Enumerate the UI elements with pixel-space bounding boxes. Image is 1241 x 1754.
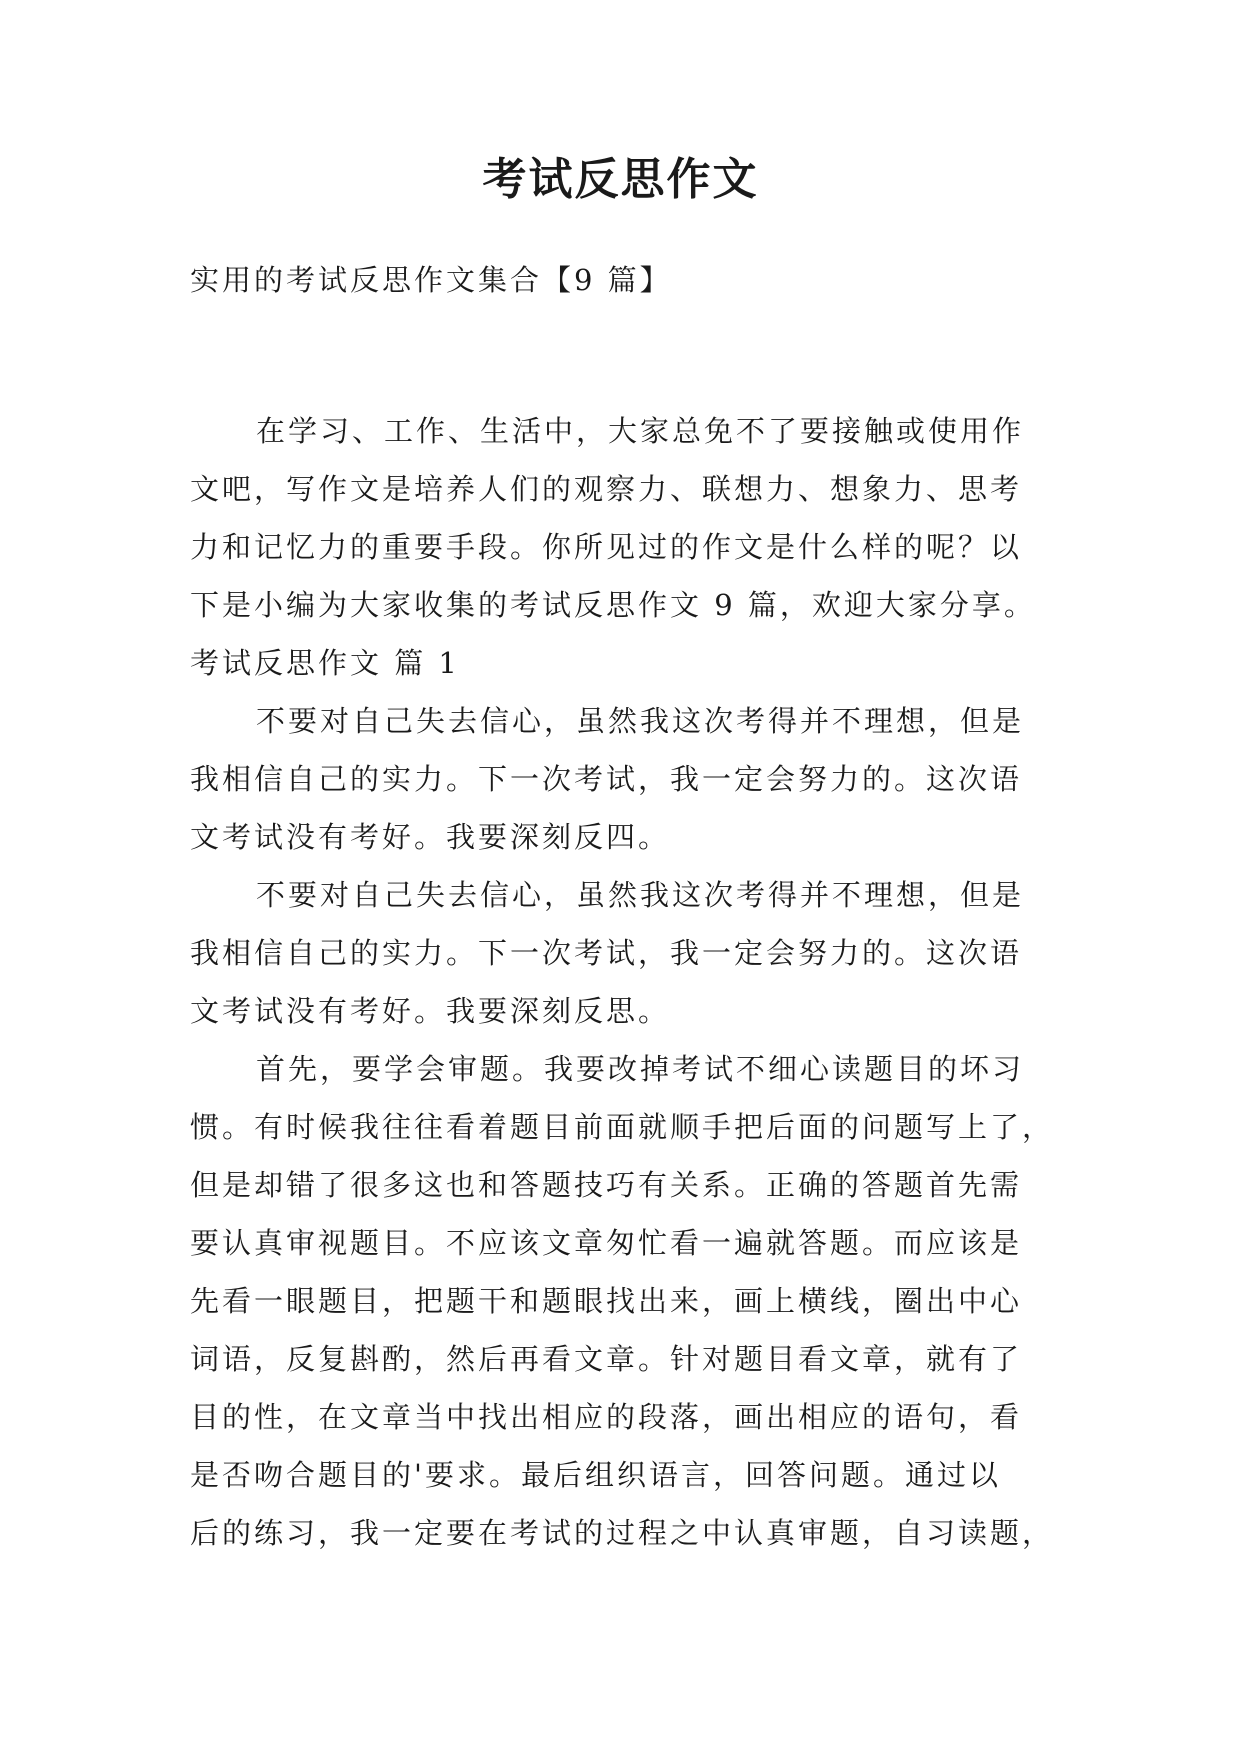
- text-line: 下是小编为大家收集的考试反思作文 9 篇，欢迎大家分享。: [190, 588, 1036, 622]
- text-line: 文吧，写作文是培养人们的观察力、联想力、想象力、思考: [190, 472, 1023, 506]
- text-line: 要认真审视题目。不应该文章匆忙看一遍就答题。而应该是: [190, 1226, 1023, 1260]
- text-line: 词语，反复斟酌，然后再看文章。针对题目看文章，就有了: [190, 1342, 1023, 1376]
- text-line: 先看一眼题目，把题干和题眼找出来，画上横线，圈出中心: [190, 1284, 1023, 1318]
- text-line: 我相信自己的实力。下一次考试，我一定会努力的。这次语: [190, 936, 1023, 970]
- document-body: [190, 402, 1070, 1562]
- text-line: 是否吻合题目的'要求。最后组织语言，回答问题。通过以: [190, 1458, 1001, 1492]
- text-line: 不要对自己失去信心，虽然我这次考得并不理想，但是: [256, 704, 1025, 738]
- document-title: 考试反思作文: [482, 154, 759, 205]
- text-line: 在学习、工作、生活中，大家总免不了要接触或使用作: [256, 414, 1025, 448]
- text-line: 不要对自己失去信心，虽然我这次考得并不理想，但是: [256, 878, 1025, 912]
- text-line: 惯。有时候我往往看着题目前面就顺手把后面的问题写上了，: [190, 1110, 1055, 1144]
- text-line: 后的练习，我一定要在考试的过程之中认真审题，自习读题，: [190, 1516, 1055, 1550]
- section-heading: 考试反思作文 篇 1: [190, 646, 460, 680]
- paragraph-3: [190, 1040, 1070, 1562]
- text-line: 但是却错了很多这也和答题技巧有关系。正确的答题首先需: [190, 1168, 1023, 1202]
- text-line: 首先，要学会审题。我要改掉考试不细心读题目的坏习: [256, 1052, 1025, 1086]
- text-line: 力和记忆力的重要手段。你所见过的作文是什么样的呢？以: [190, 530, 1023, 564]
- document-subtitle: 实用的考试反思作文集合【9 篇】: [190, 263, 672, 297]
- text-line: 目的性，在文章当中找出相应的段落，画出相应的语句，看: [190, 1400, 1023, 1434]
- text-line: 文考试没有考好。我要深刻反思。: [190, 994, 671, 1028]
- text-line: 文考试没有考好。我要深刻反四。: [190, 820, 671, 854]
- intro-paragraph: [190, 402, 1070, 634]
- paragraph-1: [190, 692, 1070, 866]
- text-line: 我相信自己的实力。下一次考试，我一定会努力的。这次语: [190, 762, 1023, 796]
- paragraph-2: [190, 866, 1070, 1040]
